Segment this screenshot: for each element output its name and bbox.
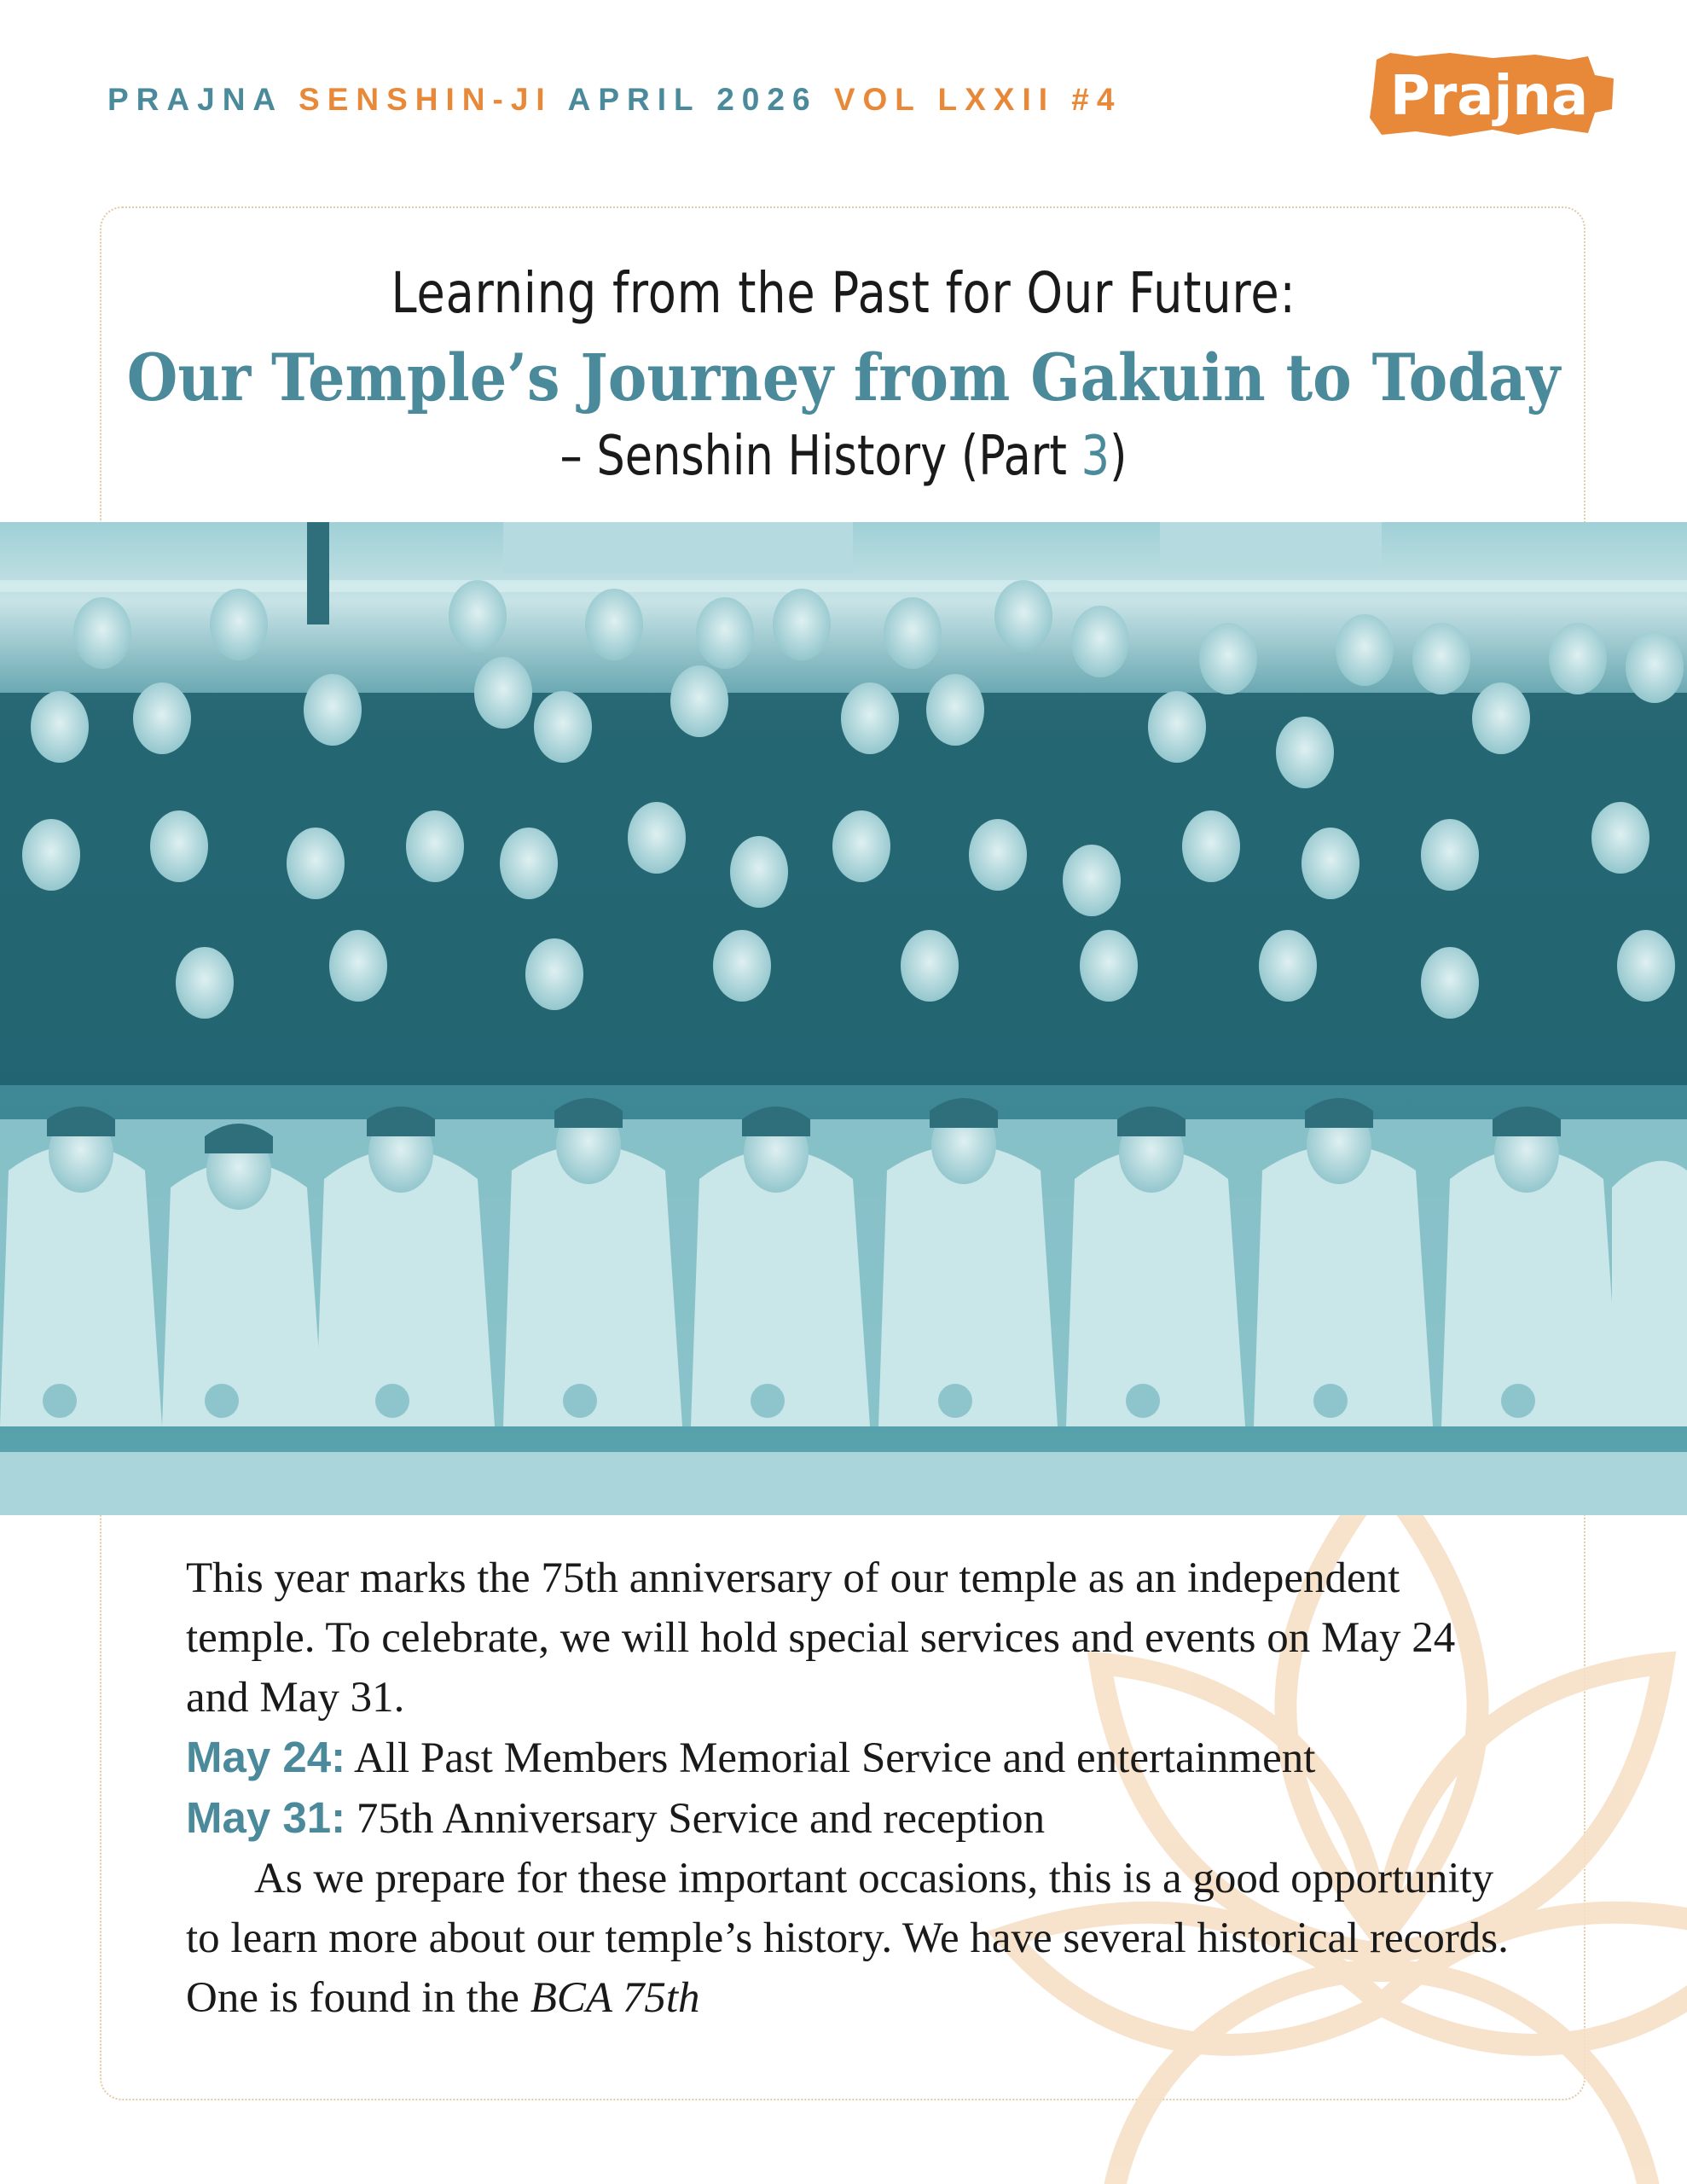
- masthead-volume: VOL LXXII #4: [833, 82, 1122, 117]
- history-italic-title: BCA 75th: [530, 1974, 700, 2022]
- headline-line-3: [152, 425, 1535, 488]
- event-date: May 31:: [186, 1793, 346, 1842]
- event-description: 75th Anniversary Service and reception: [345, 1795, 1046, 1843]
- article-body: [186, 1548, 1516, 2028]
- event-may-24: [186, 1728, 1516, 1788]
- headline-part-prefix: – Senshin History (Part: [559, 425, 1081, 488]
- masthead-temple: SENSHIN-JI: [299, 82, 568, 117]
- history-text: As we prepare for these important occasions, this is a good opportunity to learn more about our temple’s history. We have several historical records. One is found in the: [186, 1855, 1509, 2022]
- masthead: [107, 82, 1122, 118]
- event-may-31: [186, 1788, 1516, 1849]
- masthead-publication: PRAJNA: [107, 82, 299, 117]
- logo-wordmark: Prajna: [1389, 65, 1589, 128]
- historical-group-photo: [0, 522, 1687, 1515]
- headline-part-number: 3: [1081, 425, 1110, 488]
- intro-paragraph: This year marks the 75th anniversary of our temple as an independent temple. To celebrate, we will hold special services and events on May 24 and May 31.: [186, 1554, 1456, 1722]
- masthead-date: APRIL 2026: [567, 82, 834, 117]
- headline-part-suffix: ): [1109, 425, 1128, 488]
- headline-line-1: Learning from the Past for Our Future:: [391, 260, 1296, 326]
- headline-line-2: Our Temple’s Journey from Gakuin to Today: [126, 340, 1561, 415]
- history-paragraph: [186, 1849, 1516, 2028]
- event-date: May 24:: [186, 1733, 346, 1781]
- prajna-logo: [1365, 49, 1614, 140]
- event-description: All Past Members Memorial Service and entertainment: [345, 1734, 1316, 1782]
